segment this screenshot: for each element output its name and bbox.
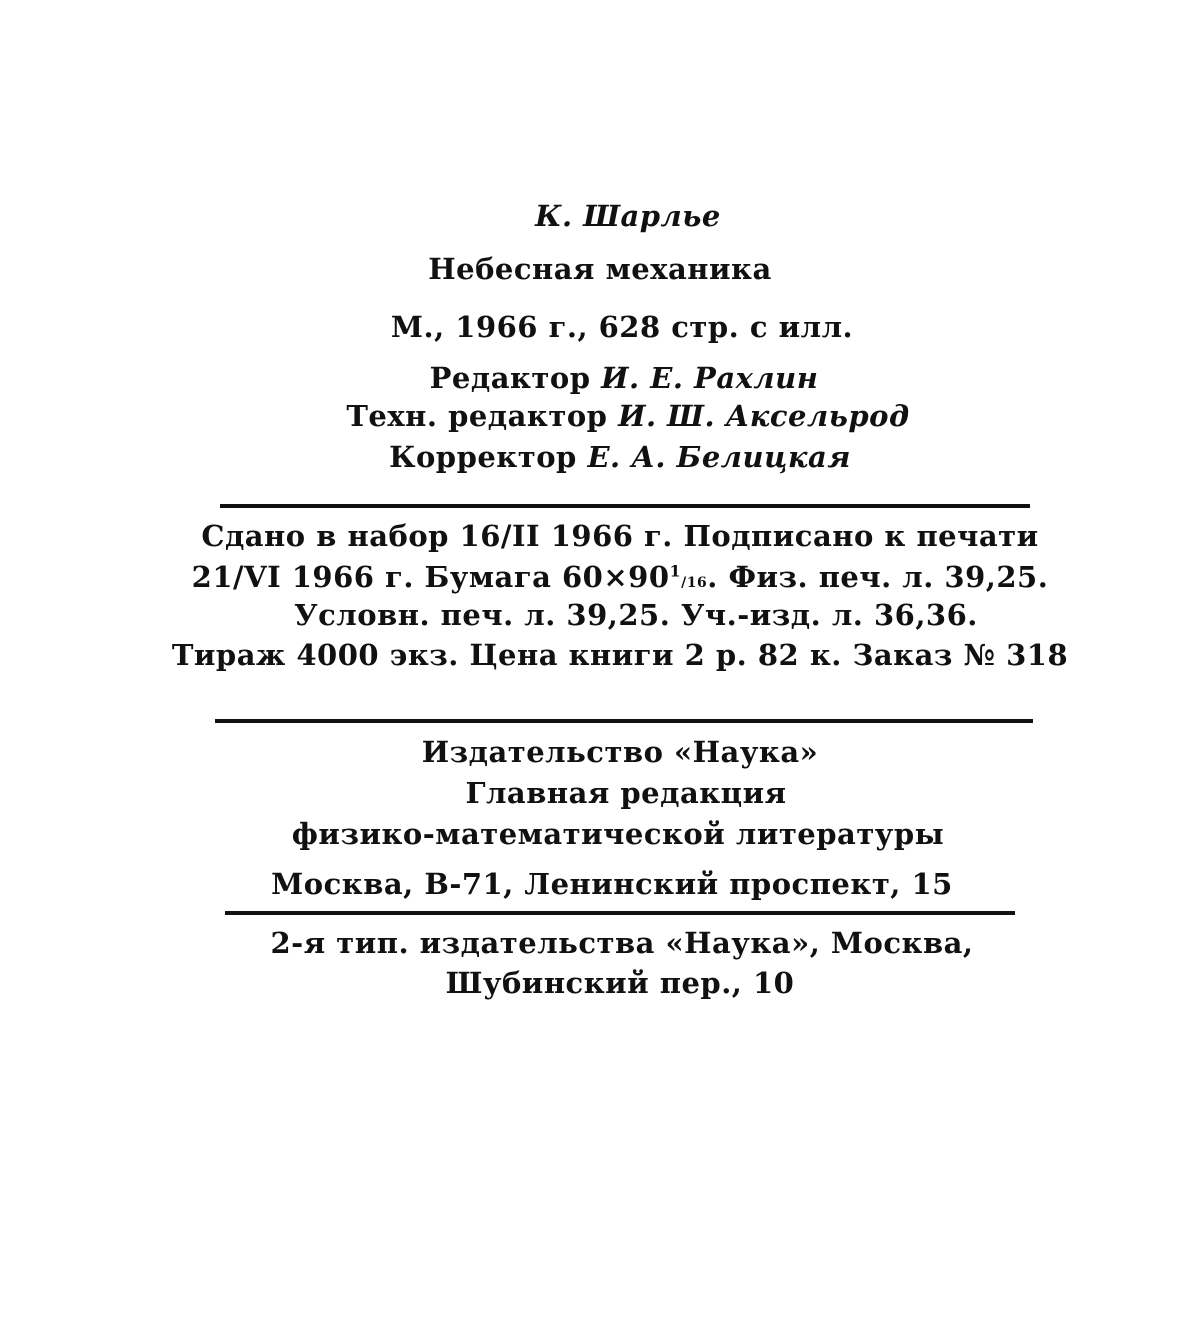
credit-person: И. Е. Рахлин — [601, 361, 819, 395]
imprint-line: М., 1966 г., 628 стр. с илл. — [390, 310, 854, 344]
credit-role: Корректор — [389, 440, 577, 474]
credit-person: Е. А. Белицкая — [587, 440, 851, 474]
credit-person: И. Ш. Аксельрод — [618, 399, 910, 433]
production-line-3: Условн. печ. л. 39,25. Уч.-изд. л. 36,36. — [294, 598, 978, 632]
printer-line-2: Шубинский пер., 10 — [445, 966, 795, 1000]
book-title: Небесная механика — [428, 252, 772, 286]
credit-proofreader — [20, 439, 1200, 475]
paper-format-sup: 1 — [669, 561, 682, 581]
divider — [215, 719, 1033, 723]
paper-format: 21/VI 1966 г. Бумага 60×90 — [191, 560, 670, 594]
publisher-address: Москва, В-71, Ленинский проспект, 15 — [271, 867, 953, 901]
production-line-4: Тираж 4000 экз. Цена книги 2 р. 82 к. Заказ № 318 — [171, 638, 1069, 672]
paper-format-sub: /16 — [681, 575, 708, 591]
production-line-2 — [20, 559, 1200, 601]
divider — [220, 504, 1030, 508]
credit-tech-editor — [28, 398, 1200, 434]
credit-editor — [24, 360, 1200, 396]
divider — [225, 911, 1015, 915]
print-sheets: . Физ. печ. л. 39,25. — [707, 560, 1049, 594]
publisher-name: Издательство «Наука» — [421, 735, 819, 769]
credit-role: Редактор — [429, 361, 591, 395]
printer-line-1: 2-я тип. издательства «Наука», Москва, — [270, 926, 974, 960]
publisher-subdivision: физико-математической литературы — [291, 817, 945, 851]
production-line-1: Сдано в набор 16/II 1966 г. Подписано к печати — [201, 519, 1039, 553]
credit-role: Техн. редактор — [346, 399, 608, 433]
author-name: К. Шарлье — [535, 199, 721, 233]
publisher-division: Главная редакция — [465, 776, 787, 810]
